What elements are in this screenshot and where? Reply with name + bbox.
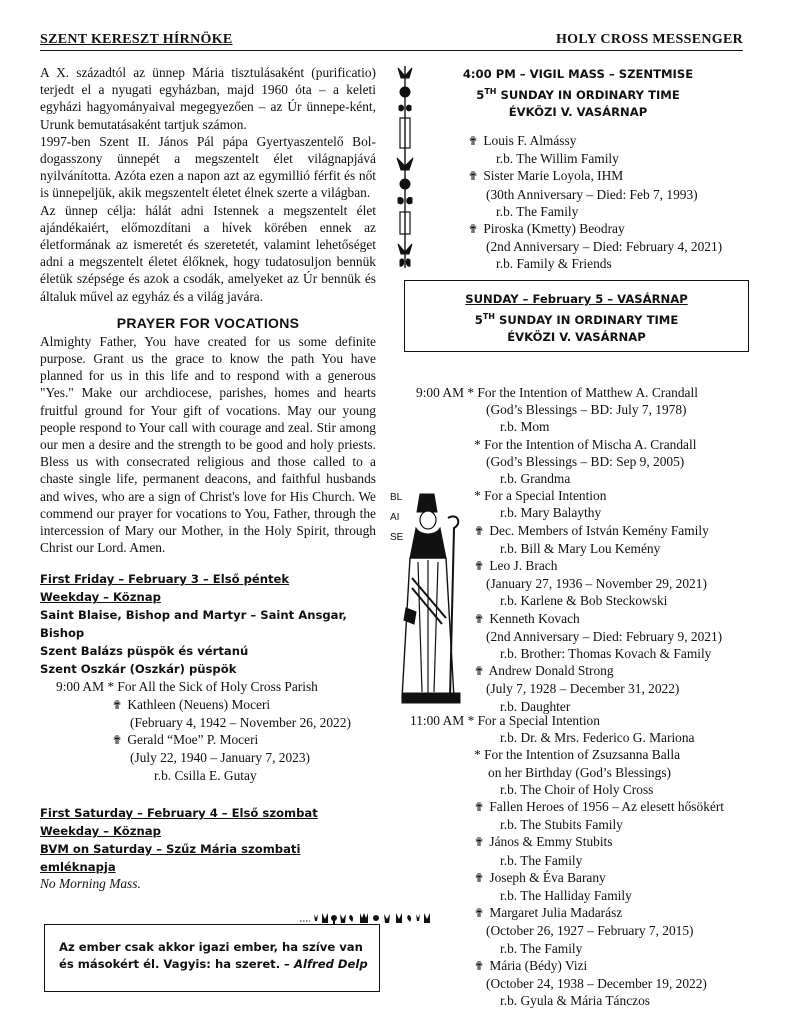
entry-line: r.b. Grandma	[500, 471, 571, 487]
cross-icon: ✟	[111, 697, 123, 712]
vigil-heading	[405, 66, 751, 121]
intention-item	[416, 557, 756, 575]
cross-icon: ✟	[473, 800, 485, 815]
intro-paragraph-1: A X. századtól az ünnep Mária tisztulásaként (purificatio) terjedt el a nyugati egyházban, majd 1960 óta – a keleti egyházi hagyományaival megegyezően – az Úr ünnepe-ként, Urunk bemutatásaként tartjuk számon.	[40, 65, 376, 132]
entry-line: r.b. The Stubits Family	[500, 817, 623, 833]
entry-line: r.b. Daughter	[500, 698, 571, 714]
sunday-line-2	[405, 308, 748, 329]
saints-en-line2: Bishop	[40, 626, 85, 641]
prayer-title: PRAYER FOR VOCATIONS	[116, 314, 300, 331]
entry-line: r.b. Family & Friends	[496, 256, 612, 272]
intention-item	[416, 522, 756, 540]
entry-line: r.b. Karlene & Bob Steckowski	[500, 593, 668, 609]
sunday-line-1: SUNDAY – February 5 – VASÁRNAP	[465, 292, 688, 306]
vigil-entries	[466, 132, 756, 273]
entry-line: r.b. The Family	[500, 940, 583, 956]
entry-line: (October 26, 1927 – February 7, 2015)	[486, 923, 694, 939]
bvm-saturday: BVM on Saturday – Szűz Mária szombati emléknapja	[40, 841, 301, 874]
intention-text: For the Intention of Zsuzsanna Balla	[484, 747, 681, 763]
intention-text: Joseph & Éva Barany	[489, 869, 606, 885]
ordinal-number: 5	[474, 312, 483, 327]
cross-icon: ✟	[473, 523, 485, 538]
saints-en-line1: Saint Blaise, Bishop and Martyr – Saint Ansgar,	[40, 608, 347, 623]
header-right-title: HOLY CROSS MESSENGER	[555, 32, 743, 47]
entry-line: r.b. Brother: Thomas Kovach & Family	[500, 646, 712, 662]
entry-name: Louis F. Almássy	[483, 133, 577, 148]
sunday-heading-box	[404, 280, 749, 352]
quote-author: – Alfred Delp	[284, 957, 368, 971]
entry-name: Piroska (Kmetty) Beodray	[483, 221, 625, 237]
saints-hu-line2: Szent Oszkár (Oszkár) püspök	[40, 662, 237, 677]
quote-box	[44, 924, 380, 992]
entry-line: r.b. Gyula & Mária Tánczos	[500, 993, 650, 1009]
entry-line: (2nd Anniversary – Died: February 4, 2021)	[486, 239, 723, 255]
entry-line: r.b. The Choir of Holy Cross	[500, 781, 654, 797]
svg-text:AI: AI	[390, 512, 400, 523]
vigil-line-2	[405, 83, 751, 104]
ordinal-suffix: TH	[484, 87, 497, 96]
entry-line: (God’s Blessings – BD: Sep 9, 2005)	[486, 453, 685, 469]
intention-item	[410, 833, 756, 851]
first-friday-weekday: Weekday – Köznap	[40, 590, 161, 605]
entry-line: r.b. The Willim Family	[496, 151, 619, 167]
intention-text: Andrew Donald Strong	[488, 663, 614, 679]
quote-text: és másokért él. Vagyis: ha szeret.	[59, 957, 281, 971]
entry-line: r.b. The Family	[496, 203, 579, 219]
sunday-9am-list	[416, 384, 756, 715]
mass-time-line	[410, 712, 756, 729]
first-saturday-heading: First Saturday – February 4 – Első szombat	[40, 805, 318, 820]
entry-line: (2nd Anniversary – Died: February 9, 2021)	[486, 628, 723, 644]
intention-text: * For the Intention of Matthew A. Crandall	[467, 385, 698, 400]
intro-paragraph-2: 1997-ben Szent II. János Pál pápa Gyertyaszentelő Boldogasszony ünnepét a megszentelt élet világnapjává nyilvánította. Azóta ezen a napon azt az egymillió férfit és nőt is ünnepeljük, akik megszentelt életet élnek szerte a világban.	[40, 133, 376, 201]
entry-detail: (February 4, 1942 – November 26, 2022)	[130, 714, 351, 730]
ordinal-text: SUNDAY IN ORDINARY TIME	[494, 312, 679, 327]
entry-name: Sister Marie Loyola, IHM	[483, 168, 624, 184]
prayer-text: Almighty Father, You have created for us some definite purpose. Grant us the grace to know the path You have planned for us in this life and to respond with a generous "Yes." Make our archdiocese, parishes, homes and hearts fruitful ground for Your gift of vocations. May our young people respond to Your call with courage and zeal. Stir among our men a desire and the strength to be good and holy priests. Bless us with consecrated religious and those called to a chaste single life, permanent deacons, and faithful husbands and wives, who are a sign of Christ's love for His Church. We commend our prayer for vocations to You, Father, through the intercession of Mary our Mother, in the Holy Spirit, through Christ our Lord. Amen.	[40, 333, 376, 556]
entry-line: (July 7, 1928 – December 31, 2022)	[486, 681, 680, 697]
ordinal-text: SUNDAY IN ORDINARY TIME	[496, 87, 680, 102]
intention-item	[410, 746, 756, 763]
intention-text: Leo J. Brach	[489, 558, 558, 574]
intention-text: * For a Special Intention	[467, 713, 600, 728]
quote-line-1: Az ember csak akkor igazi ember, ha szíve van	[59, 940, 363, 954]
entry-detail: (July 22, 1940 – January 7, 2023)	[130, 750, 311, 766]
sunday-line-3: ÉVKÖZI V. VASÁRNAP	[507, 329, 646, 344]
intention-item	[416, 662, 756, 680]
entry-line: r.b. Dr. & Mrs. Federico G. Mariona	[500, 730, 695, 746]
entry-line: (January 27, 1936 – November 29, 2021)	[486, 576, 707, 592]
cross-icon: ✟	[473, 835, 485, 850]
intention-text: Dec. Members of István Kemény Family	[489, 522, 709, 538]
mass-time-line	[416, 384, 756, 401]
entry-line: (God’s Blessings – BD: July 7, 1978)	[486, 402, 687, 418]
cross-icon: ✟	[467, 169, 479, 184]
intention-item	[416, 436, 756, 453]
vigil-entry-2	[466, 167, 756, 185]
intention-text: For a Special Intention	[484, 488, 607, 504]
entry-line: r.b. Mom	[500, 419, 550, 435]
entry-line: (October 24, 1938 – December 19, 2022)	[486, 976, 707, 992]
intention-item	[410, 904, 756, 922]
cross-icon: ✟	[467, 222, 479, 237]
vigil-entry-3	[466, 220, 756, 238]
asterisk-icon: *	[474, 488, 481, 504]
cross-icon: ✟	[473, 958, 485, 973]
entry-line: r.b. The Family	[500, 852, 583, 868]
intention-text: For the Intention of Mischa A. Crandall	[484, 436, 697, 452]
mass-entry	[40, 731, 376, 749]
ordinal-suffix: TH	[482, 312, 495, 321]
entry-line: r.b. The Halliday Family	[500, 888, 632, 904]
intro-paragraph-3: Az ünnep célja: hálát adni Istennek a megszentelt élet ajándékaiért, előmozdítani a hívek körében ennek az életformának az ismeretét és szeretetét, valamint lehetőséget adni a megszentelt életet élőknek, hogy tudatosuljon bennük életük szépsége és azok a csodák, amelyeket az Úr bennük és általuk művel az egyház és a világ javára.	[40, 202, 376, 304]
entry-line: on her Birthday (God’s Blessings)	[488, 764, 671, 780]
saints-hu-line1: Szent Balázs püspök és vértanú	[40, 644, 249, 659]
vigil-line-3: ÉVKÖZI V. VASÁRNAP	[508, 104, 648, 119]
intention-text: János & Emmy Stubits	[489, 834, 613, 850]
cross-icon: ✟	[473, 611, 485, 626]
entry-rb: r.b. Csilla E. Gutay	[154, 767, 257, 783]
cross-icon: ✟	[473, 664, 485, 679]
intention-item	[410, 957, 756, 975]
entry-line: (30th Anniversary – Died: Feb 7, 1993)	[486, 186, 698, 202]
sunday-11am-list	[410, 712, 756, 1009]
left-column	[40, 64, 376, 892]
no-morning-mass-note: No Morning Mass.	[40, 875, 141, 891]
header-left-title: SZENT KERESZT HÍRNÖKE	[40, 32, 233, 47]
intention-item	[416, 610, 756, 628]
ordinal-number: 5	[476, 87, 485, 102]
entry-name: Gerald “Moe” P. Moceri	[127, 732, 259, 748]
first-friday-mass-line: 9:00 AM * For All the Sick of Holy Cross Parish	[56, 679, 318, 695]
intention-item	[410, 869, 756, 887]
mass-time: 9:00 AM	[416, 385, 464, 400]
intention-text: Margaret Julia Madarász	[489, 905, 623, 921]
first-friday-heading: First Friday – February 3 – Első péntek	[40, 572, 290, 587]
intention-item	[416, 487, 756, 504]
intention-text: Mária (Bédy) Vizi	[489, 957, 588, 973]
cross-icon: ✟	[467, 134, 479, 148]
mass-entry	[40, 696, 376, 714]
entry-line: r.b. Bill & Mary Lou Kemény	[500, 540, 661, 556]
cross-icon: ✟	[111, 733, 123, 748]
intention-item	[410, 798, 756, 816]
cross-icon: ✟	[473, 870, 485, 885]
svg-text:SE: SE	[390, 532, 404, 543]
cross-icon: ✟	[473, 559, 485, 574]
intention-text: Fallen Heroes of 1956 – Az elesett hősökért	[489, 799, 725, 815]
vigil-line-1: 4:00 PM – VIGIL MASS – SZENTMISE	[462, 67, 694, 81]
vigil-entry-1	[466, 132, 756, 150]
entry-line: r.b. Mary Balaythy	[500, 505, 602, 521]
svg-text:BL: BL	[390, 492, 403, 503]
first-saturday-weekday: Weekday – Köznap	[40, 823, 161, 838]
asterisk-icon: *	[474, 747, 481, 763]
quote-line-2	[59, 956, 379, 973]
asterisk-icon: *	[474, 436, 481, 452]
entry-name: Kathleen (Neuens) Moceri	[127, 696, 271, 712]
mass-time: 11:00 AM	[410, 713, 465, 728]
cross-icon: ✟	[473, 906, 485, 921]
intention-text: Kenneth Kovach	[489, 610, 580, 626]
header-rule	[40, 50, 743, 51]
